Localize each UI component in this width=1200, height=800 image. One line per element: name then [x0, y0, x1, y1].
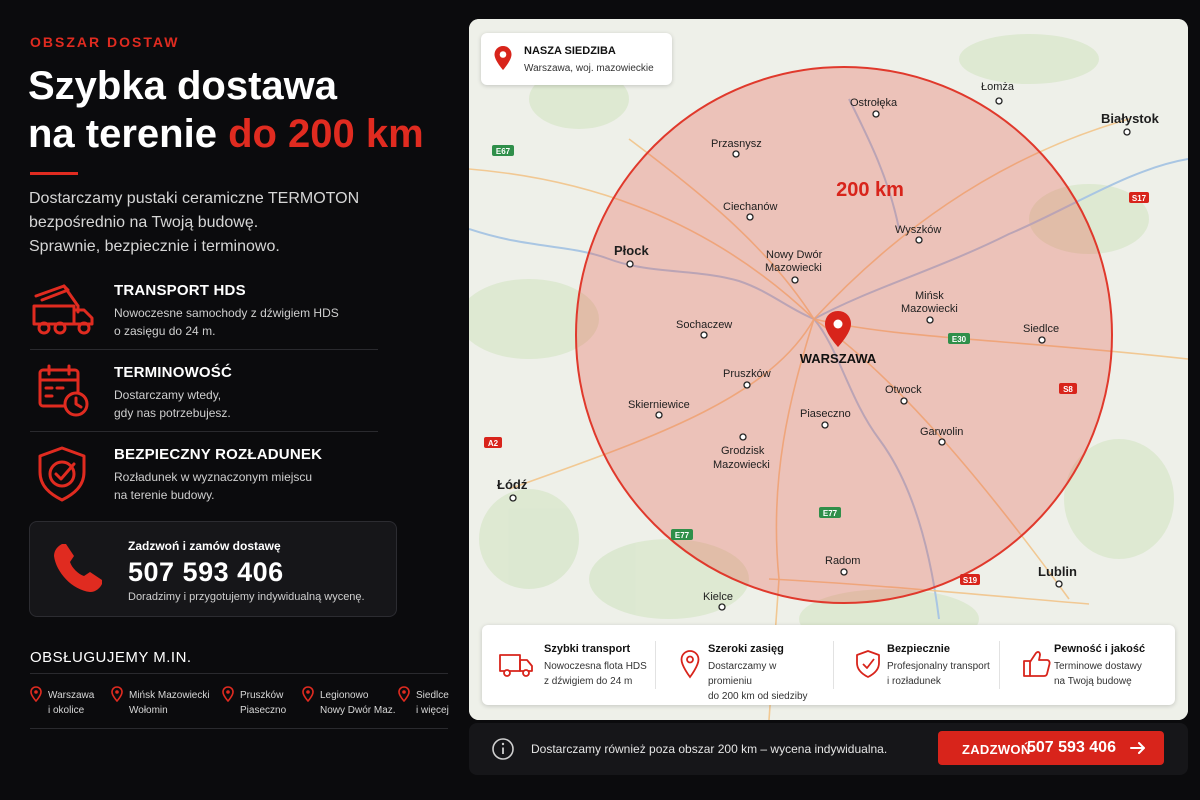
city-label: Białystok	[1101, 111, 1159, 126]
city-label: Sochaczew	[676, 319, 733, 331]
benefits-strip	[482, 625, 1175, 705]
feature-terminowosc	[30, 364, 378, 444]
city-label: Pruszków	[723, 368, 771, 380]
page-title	[28, 62, 458, 158]
divider	[30, 673, 448, 674]
truck-icon	[498, 649, 534, 679]
city-label: Skierniewice	[628, 399, 690, 411]
road-tag: S19	[962, 576, 978, 585]
call-button-number: 507 593 406	[1027, 739, 1116, 756]
served-line: Piaseczno	[240, 705, 287, 716]
feature-desc-line: Rozładunek w wyznaczonym miejscu	[114, 470, 313, 484]
divider	[30, 349, 378, 350]
city-label: Mazowiecki	[713, 459, 770, 471]
feature-transport-hds	[30, 282, 378, 362]
feature-desc	[114, 468, 374, 504]
info-icon	[491, 737, 515, 761]
benefit-line: do 200 km od siedziby	[708, 691, 808, 702]
headquarters-card	[481, 33, 672, 85]
arrow-right-icon	[1130, 741, 1146, 755]
city-label: Ciechanów	[723, 201, 778, 213]
divider	[655, 641, 656, 689]
road-tag: E67	[495, 147, 511, 156]
benefit-desc	[1054, 659, 1164, 689]
feature-desc-line: Nowoczesne samochody z dźwigiem HDS	[114, 306, 339, 320]
city-label: Ostrołęka	[850, 97, 898, 109]
benefit-line: Profesjonalny transport	[887, 661, 990, 672]
headline-line1: Szybka dostawa	[28, 64, 338, 108]
city-label: Mazowiecki	[765, 262, 822, 274]
feature-desc-line: gdy nas potrzebujesz.	[114, 406, 231, 420]
benefit-desc	[887, 659, 997, 689]
center-city-label: WARSZAWA	[799, 351, 877, 366]
thumbs-up-icon	[1022, 649, 1058, 679]
city-label: Garwolin	[920, 426, 964, 438]
feature-desc-line: Dostarczamy wtedy,	[114, 388, 222, 402]
feature-desc-line: o zasięgu do 24 m.	[114, 324, 216, 338]
shield-check-icon	[30, 446, 96, 502]
served-text	[48, 688, 94, 718]
city-label: Grodzisk	[721, 445, 765, 457]
hq-title: NASZA SIEDZIBA	[524, 45, 616, 57]
headline-highlight: do 200 km	[228, 112, 424, 156]
benefit-title: Pewność i jakość	[1054, 643, 1146, 655]
radius-label: 200 km	[836, 179, 904, 201]
city-label: Siedlce	[1023, 323, 1060, 335]
benefit-title: Bezpiecznie	[887, 643, 950, 655]
benefit-line: Dostarczamy w promieniu	[708, 661, 777, 687]
crane-truck-icon	[30, 282, 96, 338]
benefit-line: Terminowe dostawy	[1054, 661, 1142, 672]
left-panel	[0, 0, 460, 800]
benefit-title: Szeroki zasięg	[708, 643, 784, 655]
hq-subtitle: Warszawa, woj. mazowieckie	[524, 63, 654, 74]
call-box[interactable]	[29, 521, 397, 617]
served-title: OBSŁUGUJEMY M.IN.	[30, 649, 192, 666]
benefit-title: Szybki transport	[544, 643, 631, 655]
city-label: Łódź	[497, 477, 528, 492]
served-line: Warszawa	[48, 690, 95, 701]
benefit-pewnosc	[1006, 625, 1179, 705]
served-line: Mińsk Mazowiecki	[129, 690, 210, 701]
location-pin-icon	[222, 686, 234, 702]
feature-bezpieczny-rozladunek	[30, 446, 378, 526]
served-text	[240, 688, 286, 718]
accent-rule	[30, 172, 78, 175]
phone-number[interactable]: 507 593 406	[128, 557, 284, 587]
benefit-line: i rozładunek	[887, 676, 941, 687]
served-line: Nowy Dwór Maz.	[320, 705, 396, 716]
benefit-bezpiecznie	[839, 625, 1012, 705]
eyebrow: OBSZAR DOSTAW	[30, 34, 180, 50]
city-label: Piaseczno	[800, 408, 851, 420]
benefit-line: Nowoczesna flota HDS	[544, 661, 647, 672]
map-canvas[interactable]	[469, 19, 1188, 720]
road-tag: A2	[487, 439, 499, 448]
calendar-clock-icon	[30, 364, 96, 420]
phone-icon	[48, 538, 108, 598]
city-label: Przasnysz	[711, 138, 762, 150]
divider	[833, 641, 834, 689]
divider	[30, 431, 378, 432]
outside-area-note: Dostarczamy również poza obszar 200 km – wycena indywidualna.	[531, 742, 888, 756]
benefit-transport	[482, 625, 655, 705]
intro-line: Sprawnie, bezpiecznie i terminowo.	[29, 238, 280, 255]
benefit-line: z dźwigiem do 24 m	[544, 676, 633, 687]
divider	[30, 728, 448, 729]
served-line: Siedlce	[416, 690, 449, 701]
location-pin-icon	[111, 686, 123, 702]
feature-title: BEZPIECZNY ROZŁADUNEK	[114, 446, 323, 463]
feature-desc	[114, 386, 374, 422]
road-tag: S8	[1063, 385, 1073, 394]
city-label: Radom	[825, 555, 861, 567]
intro-line: bezpośrednio na Twoją budowę.	[29, 214, 259, 231]
call-button[interactable]	[938, 731, 1164, 765]
benefit-desc	[708, 659, 818, 704]
intro-text	[29, 187, 429, 259]
feature-desc	[114, 304, 374, 340]
road-tag: S17	[1131, 194, 1147, 203]
city-label: Otwock	[885, 384, 922, 396]
road-tag: E30	[951, 335, 967, 344]
headline-line2-prefix: na terenie	[28, 112, 229, 156]
city-label: Wyszków	[895, 224, 942, 236]
served-text	[129, 688, 210, 718]
city-label: Lublin	[1038, 564, 1077, 579]
benefit-line: na Twoją budowę	[1054, 676, 1132, 687]
call-button-label: ZADZWOŃ	[962, 742, 1031, 757]
road-tag: E77	[674, 531, 690, 540]
bottom-bar	[469, 723, 1188, 775]
feature-title: TERMINOWOŚĆ	[114, 364, 233, 381]
call-subtext: Doradzimy i przygotujemy indywidualną wycenę.	[128, 591, 365, 603]
location-pin-icon	[493, 45, 513, 71]
city-label: Łomża	[981, 81, 1015, 93]
served-line: Legionowo	[320, 690, 369, 701]
served-line: i okolice	[48, 705, 85, 716]
served-text	[416, 688, 449, 718]
location-pin-icon	[30, 686, 42, 702]
city-label: Mińsk	[915, 290, 944, 302]
location-pin-icon	[398, 686, 410, 702]
benefit-zasieg	[662, 625, 835, 705]
delivery-map[interactable]	[469, 19, 1188, 720]
city-label: Kielce	[703, 591, 733, 603]
served-line: Pruszków	[240, 690, 284, 701]
feature-title: TRANSPORT HDS	[114, 282, 246, 299]
divider	[999, 641, 1000, 689]
benefit-desc	[544, 659, 654, 689]
intro-line: Dostarczamy pustaki ceramiczne TERMOTON	[29, 190, 360, 207]
location-pin-icon	[302, 686, 314, 702]
city-label: Nowy Dwór	[766, 249, 823, 261]
served-line: Wołomin	[129, 705, 168, 716]
served-text	[320, 688, 396, 718]
city-label: Mazowiecki	[901, 303, 958, 315]
call-cta: Zadzwoń i zamów dostawę	[128, 539, 281, 553]
feature-desc-line: na terenie budowy.	[114, 488, 215, 502]
road-tag: E77	[822, 509, 838, 518]
city-label: Płock	[614, 243, 649, 258]
shield-check-icon	[855, 649, 891, 679]
served-line: i więcej	[416, 705, 449, 716]
